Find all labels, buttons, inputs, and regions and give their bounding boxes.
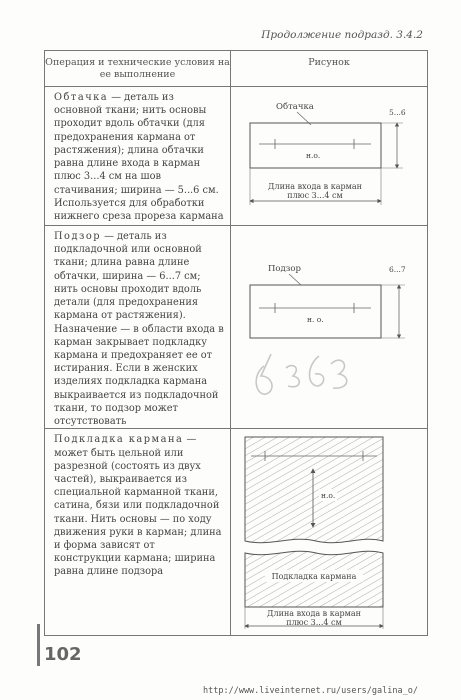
facing-label: Обтачка <box>276 102 314 112</box>
column-header-figure: Рисунок <box>231 51 428 87</box>
running-header: Продолжение подразд. 3.4.2 <box>261 29 423 41</box>
width-dimension: 6...7 <box>389 265 406 274</box>
flap-label: Подзор <box>268 264 301 274</box>
flap-diagram <box>231 226 428 413</box>
table-row <box>45 226 428 429</box>
operations-table <box>44 50 428 636</box>
length-caption-1: Длина входа в карман <box>268 182 362 191</box>
pocket-lining-diagram <box>231 429 428 635</box>
table-header-row <box>45 51 428 87</box>
operation-cell <box>45 226 231 429</box>
figure-cell <box>231 429 428 636</box>
lining-upper-part <box>245 437 383 543</box>
page-number-bar <box>37 624 40 666</box>
description: — деталь из основной ткани; нить основы проходит вдоль обтачки (для предохранения кармана от растяжения); длина обтачки равна длине входа в карман плюс 3...4 см на шов стачивания; ширина — 5...6 см. Используется для обработки нижнего среза прореза кармана <box>54 92 224 222</box>
operation-cell <box>45 429 231 636</box>
term: Обтачка <box>54 92 109 103</box>
source-url: http://www.liveinternet.ru/users/galina_o/ <box>203 686 418 696</box>
lining-label: Подкладка кармана <box>271 572 357 582</box>
operation-cell <box>45 87 231 226</box>
column-header-operation: Операция и технические условия на ее выполнение <box>45 51 231 87</box>
handwritten-mark <box>256 354 347 394</box>
page-number: 102 <box>44 644 82 665</box>
description: — может быть цельной или разрезной (состоять из двух частей), выкраивается из специальной карманной ткани, сатина, бязи или подкладочной ткани. Нить основы — по ходу движения руки в карман; длина и форма зависят от конструкции кармана; ширина равна длине подзора <box>54 434 222 578</box>
flap-piece <box>250 285 381 338</box>
width-dimension: 5...6 <box>389 108 406 117</box>
table-row <box>45 429 428 636</box>
figure-cell <box>231 226 428 429</box>
facing-diagram <box>231 87 428 225</box>
length-caption-2: плюс 3...4 см <box>286 618 342 628</box>
grain-label: н.о. <box>321 491 336 501</box>
grain-label: н. о. <box>307 315 324 324</box>
figure-cell <box>231 87 428 226</box>
term: Подзор <box>54 231 101 242</box>
table-row <box>45 87 428 226</box>
term: Подкладка кармана <box>54 434 184 446</box>
length-caption-2: плюс 3...4 см <box>287 191 343 200</box>
grain-label: н.о. <box>306 151 321 160</box>
length-caption-1: Длина входа в карман <box>267 609 361 619</box>
description: — деталь из подкладочной или основной ткани; длина равна длине обтачки, ширина — 6...7 см; нить основы проходит вдоль детали (для предохранения кармана от растяжения). Назначение — в области входа в карман закрывает подкладку кармана и предохраняет ее от истирания. Если в женских изделиях подкладка кармана выкраивается из подкладочной ткани, то подзор может отсутствовать <box>54 231 224 428</box>
facing-piece <box>250 123 381 168</box>
